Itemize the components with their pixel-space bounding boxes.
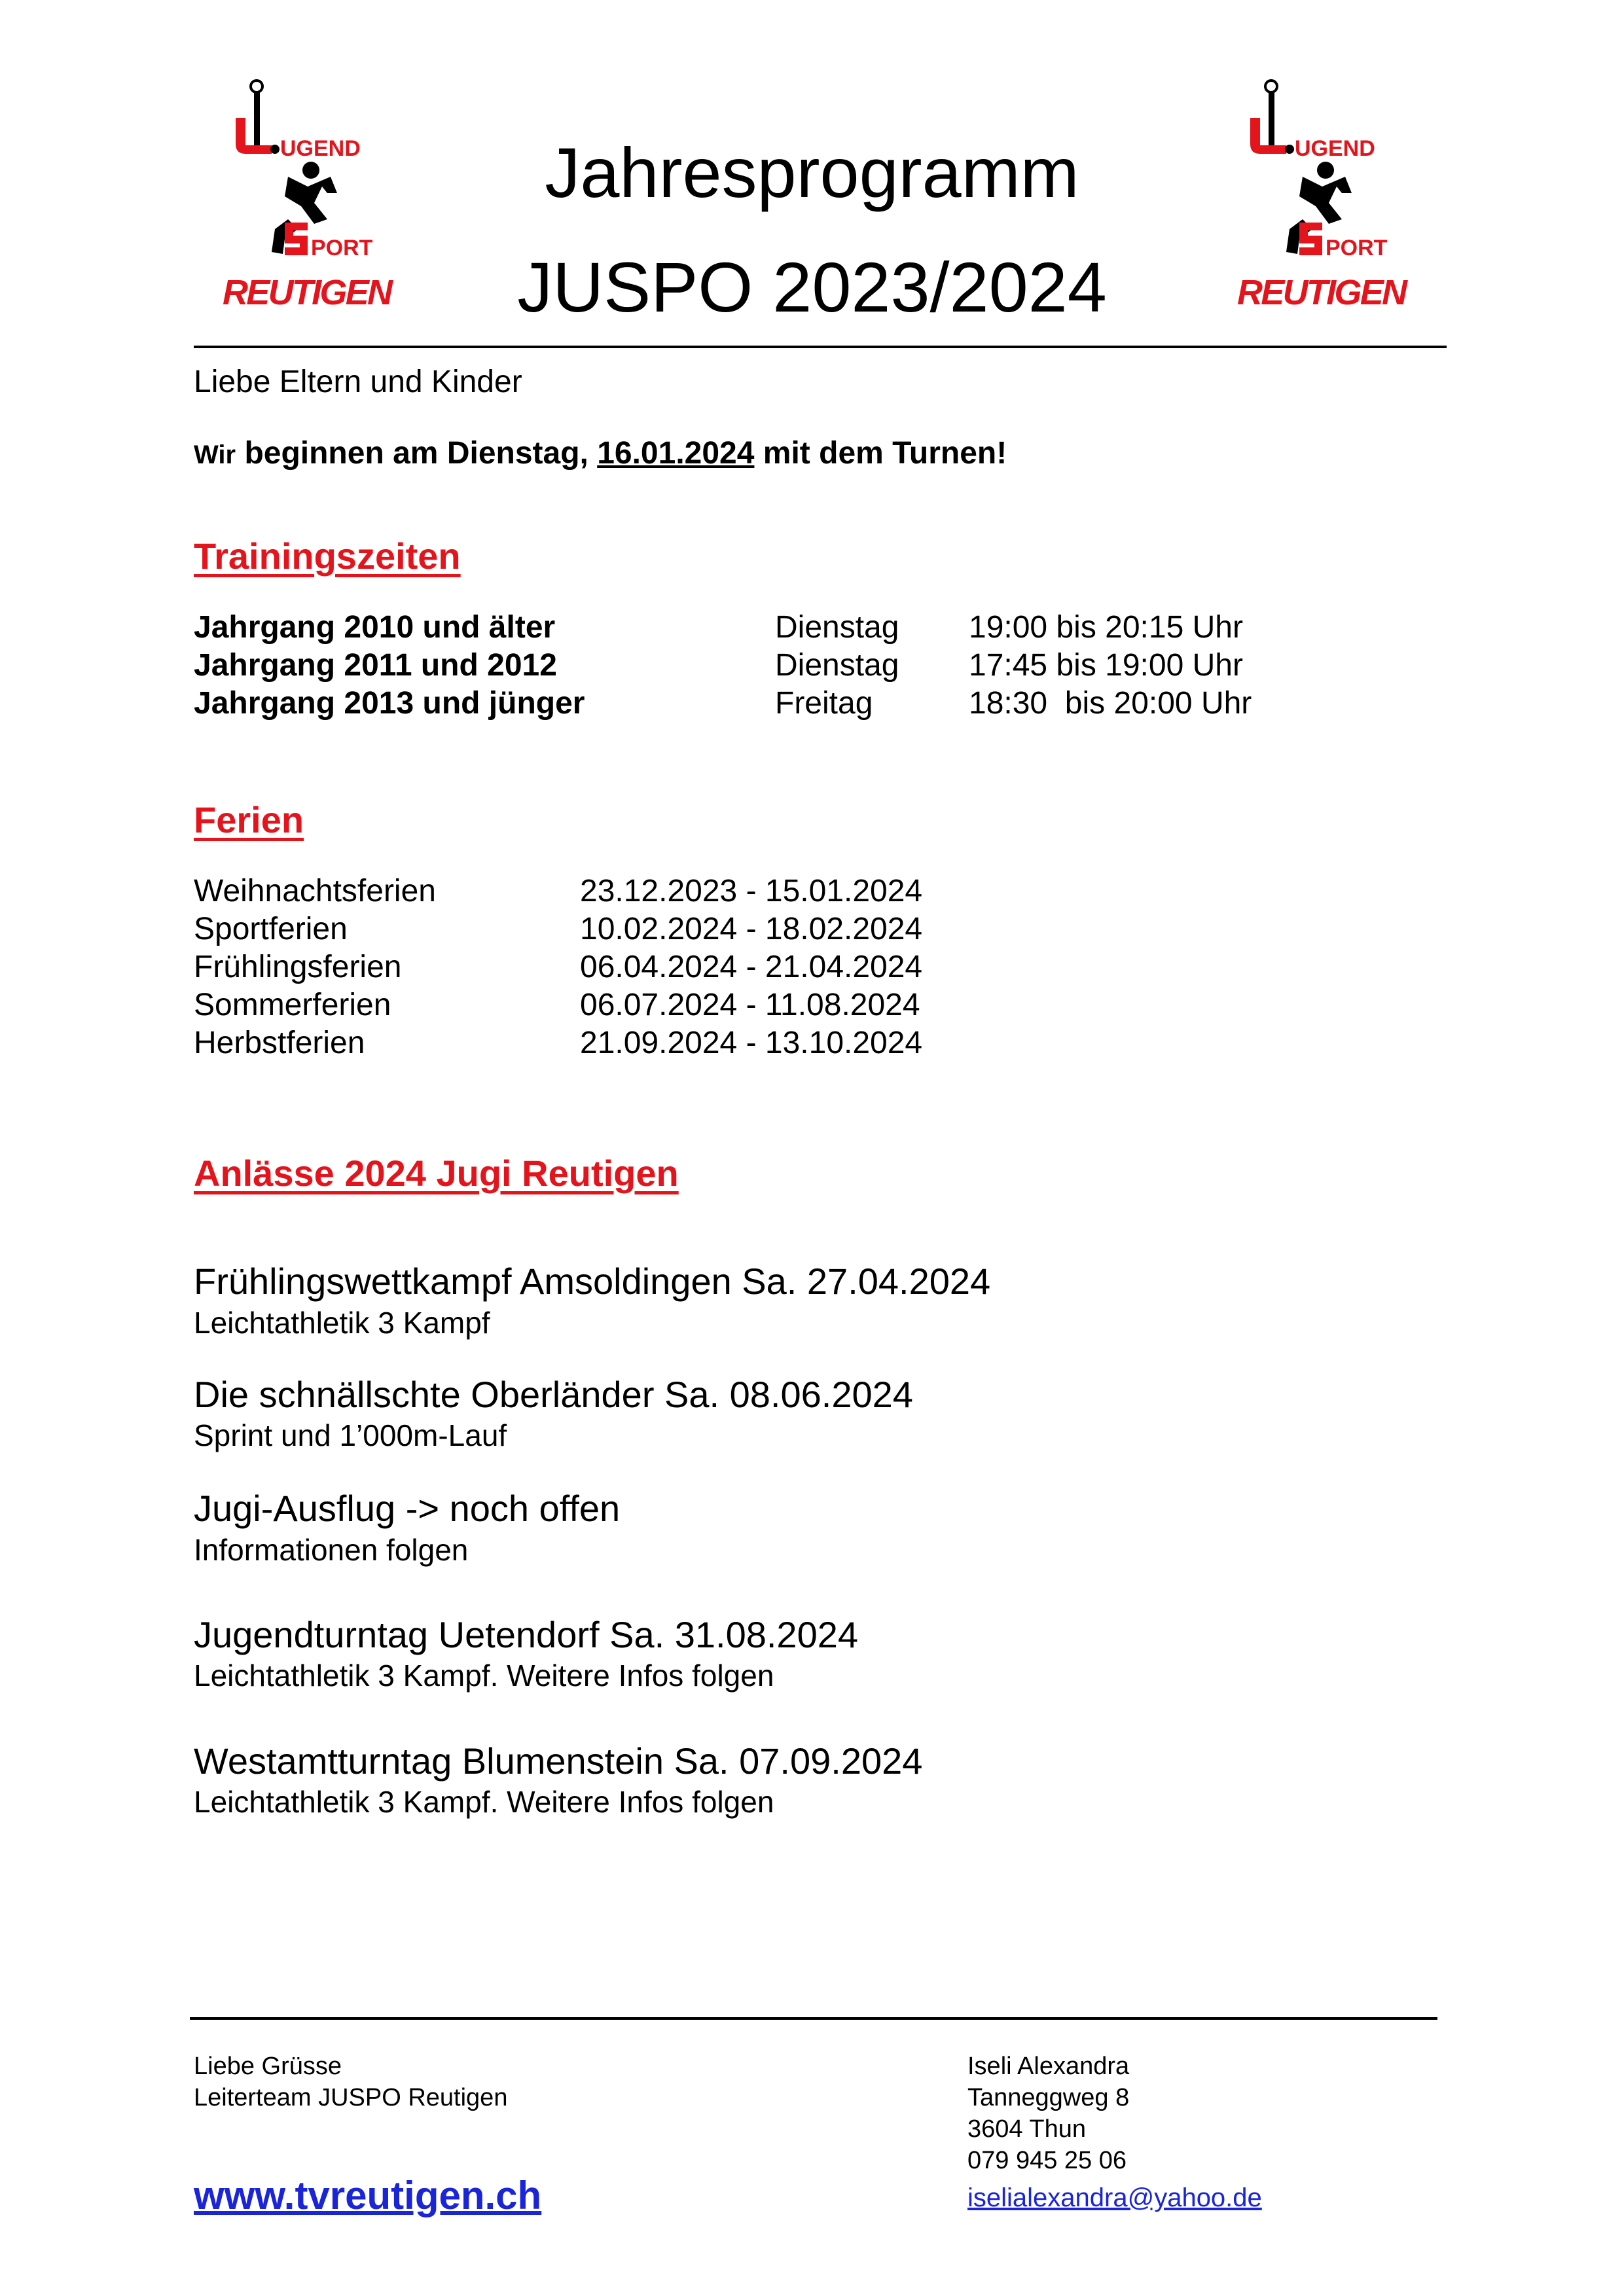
footer-team: Leiterteam JUSPO Reutigen: [194, 2084, 508, 2111]
holiday-range: 06.04.2024 - 21.04.2024: [580, 950, 923, 984]
page-title: Jahresprogramm: [545, 133, 1079, 212]
holiday-range: 10.02.2024 - 18.02.2024: [580, 912, 923, 946]
header-divider: [194, 346, 1447, 348]
page-subtitle: JUSPO 2023/2024: [517, 247, 1107, 327]
holiday-name: Sportferien: [194, 912, 348, 946]
training-heading: Trainingszeiten: [194, 535, 461, 577]
event-title: Jugendturntag Uetendorf Sa. 31.08.2024: [194, 1614, 858, 1655]
greeting: Liebe Eltern und Kinder: [194, 365, 522, 399]
holiday-name: Weihnachtsferien: [194, 874, 436, 908]
svg-text:REUTIGEN: REUTIGEN: [1237, 273, 1407, 312]
footer-greeting: Liebe Grüsse: [194, 2053, 342, 2080]
svg-text:PORT: PORT: [1326, 236, 1388, 260]
event-desc: Leichtathletik 3 Kampf. Weitere Infos folgen: [194, 1785, 774, 1819]
email-link[interactable]: iselialexandra@yahoo.de: [967, 2183, 1262, 2212]
start-suffix: mit dem Turnen!: [763, 436, 1007, 471]
contact-name: Iseli Alexandra: [967, 2053, 1130, 2080]
contact-phone: 079 945 25 06: [967, 2147, 1127, 2174]
training-time: 18:30 bis 20:00 Uhr: [969, 686, 1252, 721]
start-middle: beginnen am Dienstag,: [244, 436, 588, 471]
svg-text:PORT: PORT: [311, 236, 373, 260]
training-group: Jahrgang 2011 und 2012: [194, 648, 557, 683]
holidays-heading: Ferien: [194, 799, 304, 840]
start-announcement: [194, 435, 1007, 471]
event-desc: Informationen folgen: [194, 1533, 469, 1567]
contact-city: 3604 Thun: [967, 2115, 1087, 2143]
svg-text:UGEND: UGEND: [1295, 136, 1375, 161]
holiday-name: Herbstferien: [194, 1026, 365, 1060]
footer-divider: [190, 2017, 1437, 2020]
holiday-range: 21.09.2024 - 13.10.2024: [580, 1026, 923, 1060]
event-title: Die schnällschte Oberländer Sa. 08.06.2024: [194, 1374, 913, 1415]
training-group: Jahrgang 2010 und älter: [194, 610, 556, 645]
events-heading: Anlässe 2024 Jugi Reutigen: [194, 1153, 679, 1194]
holiday-name: Frühlingsferien: [194, 950, 402, 984]
training-time: 17:45 bis 19:00 Uhr: [969, 648, 1243, 683]
start-prefix: Wir: [194, 440, 236, 469]
training-day: Dienstag: [775, 648, 899, 683]
holiday-range: 23.12.2023 - 15.01.2024: [580, 874, 923, 908]
event-desc: Leichtathletik 3 Kampf: [194, 1306, 490, 1340]
training-day: Dienstag: [775, 610, 899, 645]
training-day: Freitag: [775, 686, 873, 721]
event-title: Frühlingswettkampf Amsoldingen Sa. 27.04.2024: [194, 1261, 991, 1302]
holiday-range: 06.07.2024 - 11.08.2024: [580, 988, 920, 1022]
start-date: 16.01.2024: [597, 436, 755, 471]
event-desc: Leichtathletik 3 Kampf. Weitere Infos folgen: [194, 1659, 774, 1693]
contact-street: Tanneggweg 8: [967, 2084, 1130, 2111]
svg-text:UGEND: UGEND: [280, 136, 361, 161]
event-title: Jugi-Ausflug -> noch offen: [194, 1488, 621, 1529]
website-link[interactable]: www.tvreutigen.ch: [194, 2174, 542, 2217]
svg-text:REUTIGEN: REUTIGEN: [223, 273, 393, 312]
event-title: Westamtturntag Blumenstein Sa. 07.09.2024: [194, 1740, 923, 1782]
holiday-name: Sommerferien: [194, 988, 391, 1022]
event-desc: Sprint und 1’000m-Lauf: [194, 1418, 507, 1452]
training-time: 19:00 bis 20:15 Uhr: [969, 610, 1243, 645]
training-group: Jahrgang 2013 und jünger: [194, 686, 585, 721]
